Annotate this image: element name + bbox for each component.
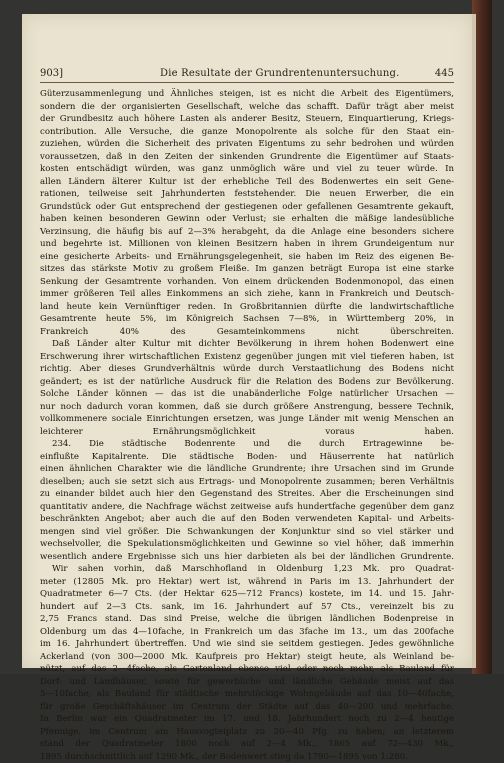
text-line: quantitativ andere, die Nachfrage wächst zeitweise aufs hundertfache gegenüber dem ganz [40, 501, 454, 514]
text-line: einflußte Kapitalrente. Die städtische Boden- und Häuserrente hat natürlich [40, 451, 454, 464]
text-line: geändert; es ist der natürliche Ausdruck für die Relation des Bodens zur Bevölkerung. [40, 376, 454, 389]
text-line: Daß Länder alter Kultur mit dichter Bevölkerung in ihrem hohen Bodenwert eine [40, 338, 454, 351]
text-line: Wir sahen vorhin, daß Marschhofland in Oldenburg 1,23 Mk. pro Quadrat- [40, 563, 454, 576]
text-line: zuziehen, würden die Sicherheit des privaten Eigentums zu sehr bedrohen und würden [40, 138, 454, 151]
text-line: haben keinen besonderen Gewinn oder Verlust; sie erhalten die mäßige landesübliche [40, 213, 454, 226]
text-line: für große Geschäftshäuser im Centrum der Städte auf das 40—200 und mehrfache. [40, 701, 454, 714]
text-line: einen ähnlichen Charakter wie die ländliche Grundrente; ihre Ursachen sind im Grunde [40, 463, 454, 476]
text-line: 234. Die städtische Bodenrente und die durch Ertragewinne be- [40, 438, 454, 451]
text-line: In Berlin war ein Quadratmeter im 17. und 18. Jahrhundert noch zu 2—4 heutige [40, 713, 454, 726]
text-line: wesentlich andere Ergebnisse sich uns hier darbieten als bei der ländlichen Grundrente. [40, 551, 454, 564]
text-line: stand der Quadratmeter 1800 noch auf 2—4 Mk., 1865 auf 72—430 Mk., [40, 738, 454, 751]
text-line: allen Ländern älterer Kultur ist der erhebliche Teil des Bodenwertes ein seit Gene- [40, 176, 454, 189]
text-line: nützt, auf das 2—4fache, als Gartenland ebenso viel oder noch mehr, als Bauland für [40, 663, 454, 676]
text-line: Oldenburg um das 4—10fache, in Frankreich um das 3fache im 13., um das 200fache [40, 626, 454, 639]
text-line: 5—10fache, als Bauland für städtische mehrstöckige Wohngebäude auf das 10—40fache, [40, 688, 454, 701]
text-line: Pfennige, im Centrum am Hausvogteiplatz zu 20—40 Pfg. zu haben; an letzterem [40, 726, 454, 739]
text-line: sondern die der organisierten Gesellschaft, welche das schafft. Dafür trägt aber meist [40, 101, 454, 114]
text-line: Verzinsung, die häufig bis auf 2—3% herabgeht, da die Anlage eine besonders sichere [40, 226, 454, 239]
text-line: Senkung der Gesamtrente vorhanden. Von einem drückenden Bodenmonopol, das einen [40, 276, 454, 289]
text-line: Solche Länder können — das ist die unabänderliche Folge natürlicher Ursachen — [40, 388, 454, 401]
text-line: mengen sind viel größer. Die Schwankungen der Konjunktur sind so viel stärker und [40, 526, 454, 539]
text-line: der Grundbesitz auch höhere Lasten als anderer Besitz, Steuern, Einquartierung, Kriegs- [40, 113, 454, 126]
text-line: contribution. Alle Versuche, die ganze Monopolrente als solche für den Staat ein- [40, 126, 454, 139]
text-line: Ackerland (von 300—2000 Mk. Kaufpreis pro Hektar) steigt heute, als Weinland be- [40, 651, 454, 664]
text-line: Frankreich 40% des Gesamteinkommens nicht überschreiten. [40, 326, 454, 339]
text-line: und begehrte ist. Millionen von kleinen Besitzern haben in ihrem Grundeigentum nur [40, 238, 454, 251]
text-line: kosten entschädigt würden, was ganz unmöglich wäre und viel zu teuer würde. In [40, 163, 454, 176]
section-number: 903] [40, 68, 63, 79]
text-line: Dorf- und Landhäuser, sowie für gewerbliche und ländliche Gebäude meist auf das [40, 676, 454, 689]
text-line: voraussetzen, daß in den Zeiten der sinkenden Grundrente die Eigentümer auf Staats- [40, 151, 454, 164]
text-line: vollkommenere sociale Einrichtungen ersetzen, was junge Länder mit wenig Menschen an [40, 413, 454, 426]
text-line: rationen, teilweise seit Jahrhunderten feststehender. Die neuen Erwerber, die ein [40, 188, 454, 201]
text-line: immer größeren Teil alles Einkommens an sich ziehe, kann in Frankreich und Deutsch- [40, 288, 454, 301]
text-line: nur noch dadurch voran kommen, daß sie durch größere Anstrengung, bessere Technik, [40, 401, 454, 414]
text-line: zu einander bildet auch hier den Gegenstand des Streites. Aber die Erscheinungen sind [40, 488, 454, 501]
text-line: wechselvoller, die Spekulationsmöglichkeiten und Gewinne so viel höher, daß immerhin [40, 538, 454, 551]
text-line: 1895 durchschnittlich auf 1290 Mk., der Bodenwert stieg da 1790—1895 von 1:280. [40, 751, 454, 763]
text-line: sitzes das stärkste Motiv zu großem Fleiße. Im ganzen beträgt Europa ist eine starke [40, 263, 454, 276]
text-line: Grundstück oder Gut entsprechend der gestiegenen oder gefallenen Gesamtrente gekauft, [40, 201, 454, 214]
text-line: Güterzusammenlegung und Ähnliches steigen, ist es nicht die Arbeit des Eigentümers, [40, 88, 454, 101]
text-line: dieselben; auch sie setzt sich aus Ertrags- und Monopolrente zusammen; beren Verhältnis [40, 476, 454, 489]
text-line: land heute kein Vernünftiger reden. In Großbritannien dürfte die landwirtschaftliche [40, 301, 454, 314]
text-line: beschränkten Angebot; aber auch die auf den Boden verwendeten Kapital- und Arbeits- [40, 513, 454, 526]
running-title: Die Resultate der Grundrentenuntersuchung. [160, 68, 400, 79]
page-number: 445 [435, 68, 454, 79]
text-line: meter (12805 Mk. pro Hektar) wert ist, während in Paris im 13. Jahrhundert der [40, 576, 454, 589]
text-line: 2,75 Francs stand. Das sind Preise, welche die übrigen ländlichen Bodenpreise in [40, 613, 454, 626]
body-text [40, 88, 454, 763]
text-line: hundert auf 2—3 Cts. sank, im 16. Jahrhundert auf 57 Cts., vereinzelt bis zu [40, 601, 454, 614]
text-line: richtig. Aber dieses Grundverhältnis würde durch Verstaatlichung des Bodens nicht [40, 363, 454, 376]
text-line: eine gesicherte Arbeits- und Ernährungsgelegenheit, sie haben im Reiz des eigenen Be- [40, 251, 454, 264]
page-edge [472, 14, 476, 668]
running-header [40, 68, 454, 83]
text-line: leichterer Ernährungsmöglichkeit voraus haben. [40, 426, 454, 439]
text-line: im 16. Jahrhundert übertreffen. Und wie sind sie seitdem gestiegen. Jedes gewöhnliche [40, 638, 454, 651]
text-line: Erschwerung ihrer wirtschaftlichen Existenz gegenüber jungen mit viel tieferen haben, ist [40, 351, 454, 364]
text-line: Quadratmeter 6—7 Cts. (der Hektar 625—712 Francs) kostete, im 14. und 15. Jahr- [40, 588, 454, 601]
text-line: Gesamtrente heute 5%, im Königreich Sachsen 7—8%, in Württemberg 20%, in [40, 313, 454, 326]
